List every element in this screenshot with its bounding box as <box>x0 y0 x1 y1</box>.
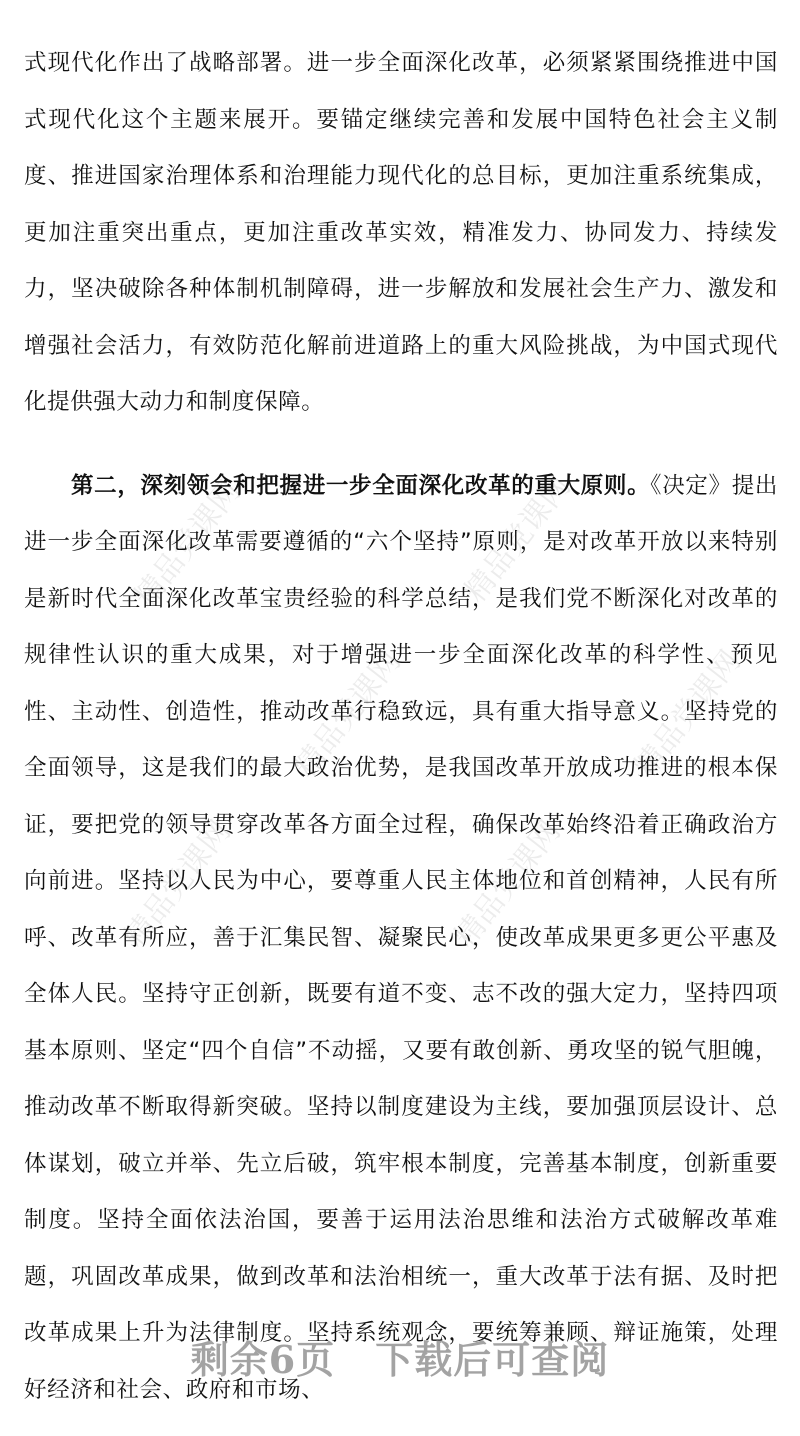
remaining-pages-label[interactable]: 剩余6页 <box>190 1337 336 1382</box>
paragraph-spacer <box>24 431 778 458</box>
watermark: 精品党课网 <box>457 469 578 610</box>
watermark: 精品党课网 <box>287 644 408 785</box>
download-to-view-label[interactable]: 下载后可查阅 <box>375 1337 610 1382</box>
watermark: 精品党课网 <box>447 814 568 955</box>
watermark: 精品党课网 <box>127 474 248 615</box>
paragraph-1-text: 式现代化作出了战略部署。进一步全面深化改革，必须紧紧围绕推进中国式现代化这个主题来展开。要锚定继续完善和发展中国特色社会主义制度、推进国家治理体系和治理能力现代化的总目标，更加注重系统集成，更加注重突出重点，更加注重改革实效，精准发力、协同发力、持续发力，坚决破除各种体制机制障碍，进一步解放和发展社会生产力、激发和增强社会活力，有效防范化解前进道路上的重大风险挑战，为中国式现代化提供强大动力和制度保障。 <box>24 50 778 415</box>
download-prompt[interactable] <box>0 1334 800 1386</box>
section-heading-second-principles: 第二，深刻领会和把握进一步全面深化改革的重大原则。 <box>71 472 651 499</box>
paragraph-2 <box>24 458 778 1419</box>
paragraph-2-text: 《决定》提出进一步全面深化改革需要遵循的“六个坚持”原则，是对改革开放以来特别是新时代全面深化改革宝贵经验的科学总结，是我们党不断深化对改革的规律性认识的重大成果，对于增强进一步全面深化改革的科学性、预见性、主动性、创造性，推动改革行稳致远，具有重大指导意义。坚持党的全面领导，这是我们的最大政治优势，是我国改革开放成功推进的根本保证，要把党的领导贯穿改革各方面全过程，确保改革始终沿着正确政治方向前进。坚持以人民为中心，要尊重人民主体地位和首创精神，人民有所呼、改革有所应，善于汇集民智、凝聚民心，使改革成果更多更公平惠及全体人民。坚持守正创新，既要有道不变、志不改的强大定力，坚持四项基本原则、坚定“四个自信”不动摇，又要有敢创新、勇攻坚的锐气胆魄，推动改革不断取得新突破。坚持以制度建设为主线，要加强顶层设计、总体谋划，破立并举、先立后破，筑牢根本制度，完善基本制度，创新重要制度。坚持全面依法治国，要善于运用法治思维和法治方式破解改革难题，巩固改革成果，做到改革和法治相统一，重大改革于法有据、及时把改革成果上升为法律制度。坚持系统观念，要统筹兼顾、辩证施策，处理好经济和社会、政府和市场、 <box>24 472 778 1403</box>
document-body <box>24 35 778 1418</box>
watermark: 精品党课网 <box>117 814 238 955</box>
paragraph-1 <box>24 35 778 431</box>
watermark: 精品党课网 <box>627 644 748 785</box>
